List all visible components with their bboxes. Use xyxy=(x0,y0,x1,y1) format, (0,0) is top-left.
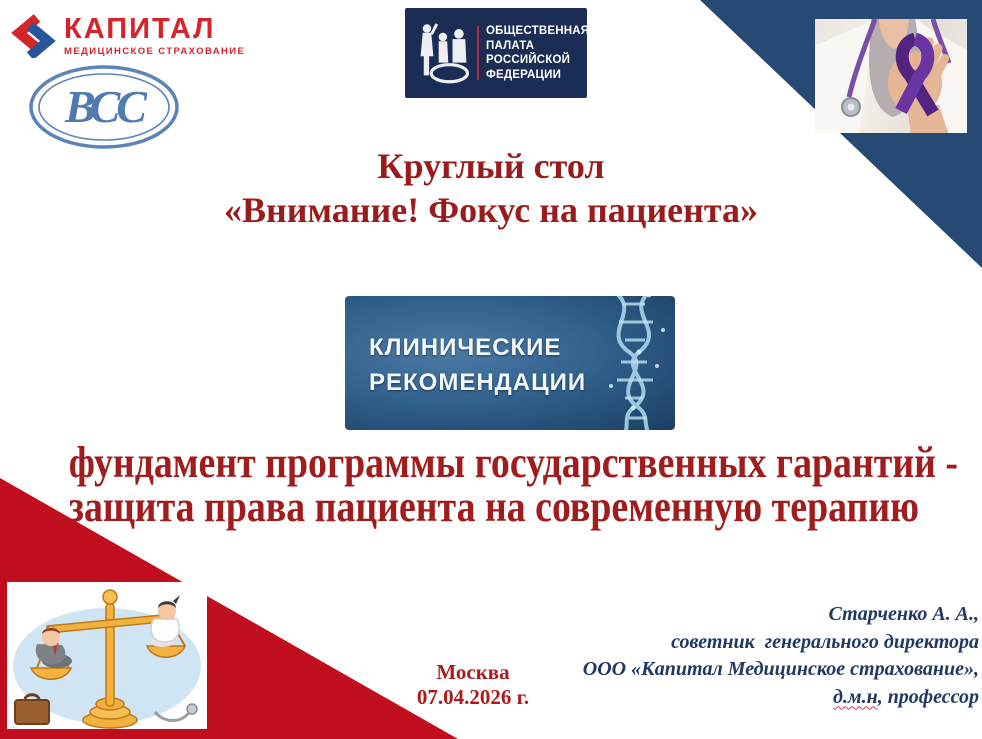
slide-subtitle-line2: защита права пациента на современную терапию xyxy=(68,482,920,531)
scales-cartoon-illustration xyxy=(7,582,207,729)
kapital-logo xyxy=(10,12,245,58)
kapital-logo-title: КАПИТАЛ xyxy=(64,13,216,45)
kapital-chevrons-icon xyxy=(10,12,56,58)
public-chamber-banner xyxy=(405,8,590,98)
slide-title xyxy=(0,144,982,232)
justice-scales-cartoon xyxy=(7,582,207,729)
speaker-block xyxy=(583,601,979,711)
slide-subtitle-line1: фундамент программы государственных гарантий - xyxy=(68,438,959,487)
dna-helix-icon xyxy=(571,296,675,430)
slide-title-line1: Круглый стол xyxy=(377,146,605,186)
speaker-company: ООО «Капитал Медицинское страхование», xyxy=(582,658,979,680)
slide-subtitle xyxy=(0,438,982,531)
public-chamber-figures-icon xyxy=(413,20,475,86)
op-banner-line4: ФЕДЕРАЦИИ xyxy=(486,68,562,81)
op-banner-line1: ОБЩЕСТВЕННАЯ xyxy=(486,25,590,37)
speaker-degree xyxy=(583,684,979,712)
vss-logo xyxy=(28,64,180,150)
slide-title-line2: «Внимание! Фокус на пациента» xyxy=(223,190,759,230)
location-text: Москва xyxy=(436,660,510,684)
speaker-position: советник генерального директора xyxy=(671,630,979,653)
banner-divider xyxy=(477,26,479,80)
op-banner-line2: ПАЛАТА xyxy=(486,39,535,52)
clinical-banner-line2: РЕКОМЕНДАЦИИ xyxy=(369,369,587,396)
speaker-degree-rest: , профессор xyxy=(877,685,979,708)
speaker-name: Старченко А. А., xyxy=(828,603,979,625)
purple-ribbon-illustration xyxy=(815,19,967,133)
clinical-recommendations-banner xyxy=(345,296,675,430)
date-text: 07.04.2026 г. xyxy=(416,685,530,709)
kapital-logo-tagline: МЕДИЦИНСКОЕ СТРАХОВАНИЕ xyxy=(64,46,246,57)
doctor-purple-ribbon-photo xyxy=(815,19,967,133)
clinical-banner-line1: КЛИНИЧЕСКИЕ xyxy=(369,334,562,361)
vss-logo-text: ВСС xyxy=(65,81,143,132)
speaker-degree-term: д.м.н xyxy=(832,685,878,708)
location-date-block xyxy=(380,660,566,710)
op-banner-line3: РОССИЙСКОЙ xyxy=(486,54,571,66)
